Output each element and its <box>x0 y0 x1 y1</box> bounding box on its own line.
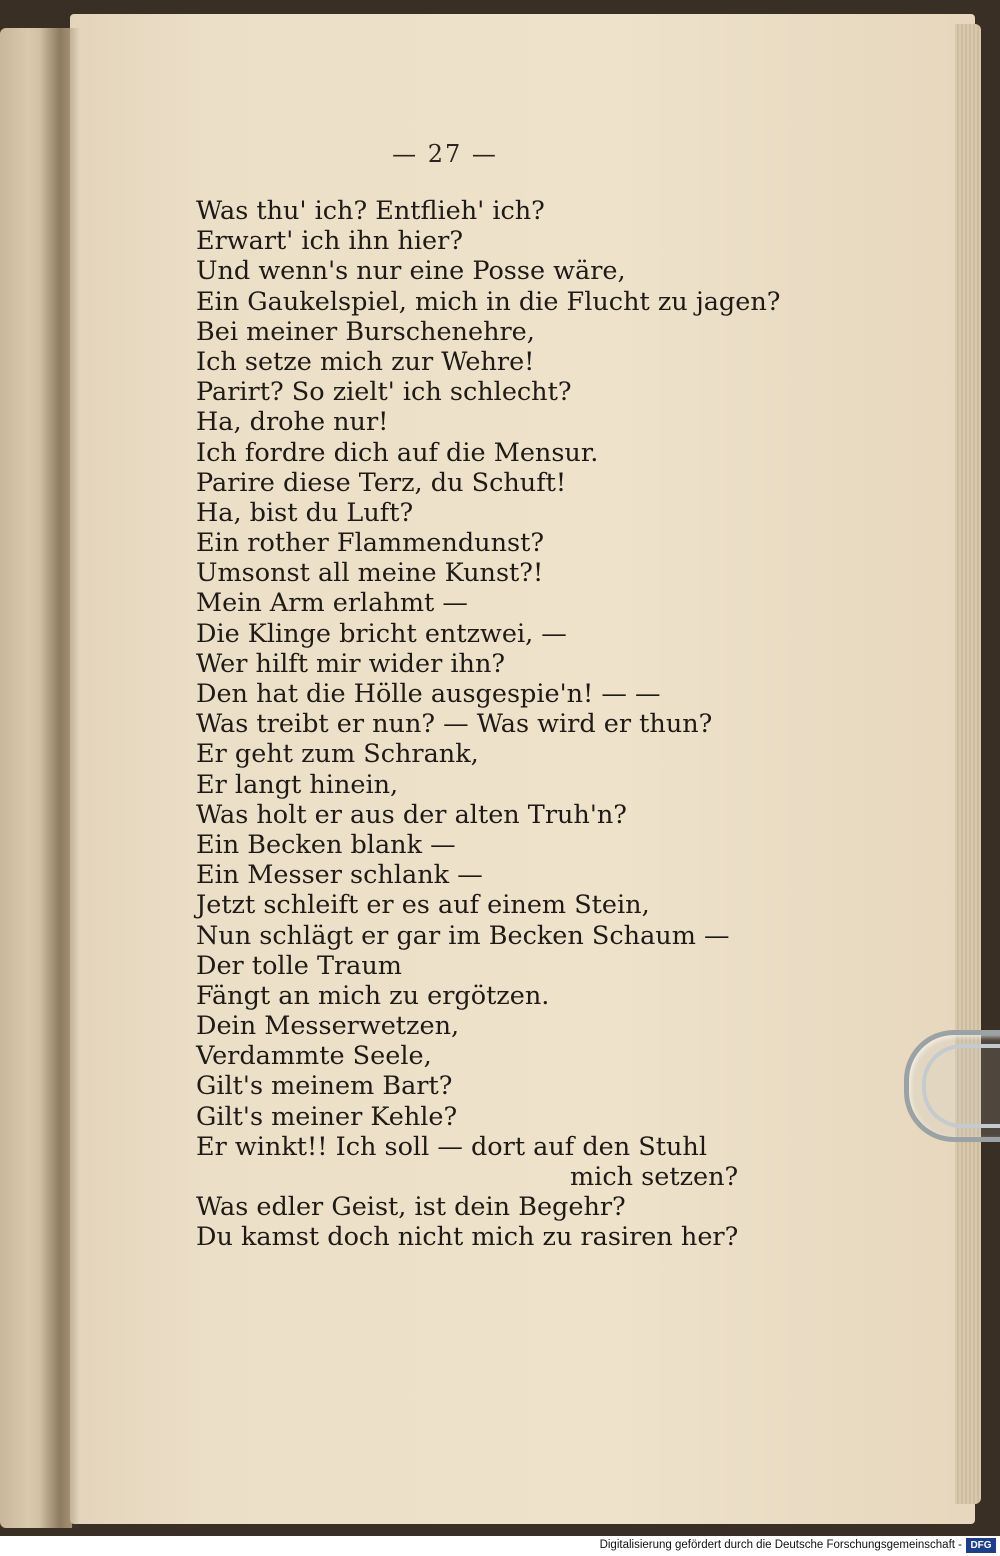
poem-line: Er geht zum Schrank, <box>196 739 479 770</box>
poem-line: Erwart' ich ihn hier? <box>196 226 463 257</box>
poem-line: Ha, bist du Luft? <box>196 497 414 528</box>
poem-line: Ein rother Flammendunst? <box>196 528 544 559</box>
poem-line: Ich setze mich zur Wehre! <box>196 346 535 377</box>
poem-line: Fängt an mich zu ergötzen. <box>196 980 550 1011</box>
poem-line: Ein Gaukelspiel, mich in die Flucht zu jagen? <box>196 286 781 317</box>
poem-line: Und wenn's nur eine Posse wäre, <box>196 256 626 287</box>
poem-line: Die Klinge bricht entzwei, — <box>196 618 567 649</box>
paper-clip-inner-loop <box>922 1044 1000 1128</box>
poem-line: Verdammte Seele, <box>196 1041 432 1072</box>
poem-line: Ein Becken blank — <box>196 829 456 860</box>
poem-line: Dein Messerwetzen, <box>196 1011 460 1042</box>
binding-gutter <box>40 28 80 1528</box>
poem-line: Wer hilft mir wider ihn? <box>196 648 506 679</box>
poem-line: Ich fordre dich auf die Mensur. <box>196 437 599 468</box>
poem-line: Gilt's meiner Kehle? <box>196 1101 458 1132</box>
page-stack-edge <box>955 24 981 1504</box>
poem-line: Gilt's meinem Bart? <box>196 1071 453 1102</box>
poem-line: Mein Arm erlahmt — <box>196 588 468 619</box>
poem-line: Was holt er aus der alten Truh'n? <box>196 799 627 830</box>
poem-line: Was treibt er nun? — Was wird er thun? <box>196 709 713 740</box>
poem-line: Er langt hinein, <box>196 769 399 800</box>
poem-line-continuation: mich setzen? <box>570 1162 739 1192</box>
footer-bar <box>0 1536 1000 1556</box>
poem-line: Bei meiner Burschenehre, <box>196 316 535 347</box>
page-number: — 27 — <box>392 140 498 168</box>
poem-text <box>196 196 816 1253</box>
poem-line: Jetzt schleift er es auf einem Stein, <box>196 890 650 921</box>
dfg-logo: DFG <box>966 1538 996 1553</box>
poem-line: Umsonst all meine Kunst?! <box>196 558 544 589</box>
poem-line: Du kamst doch nicht mich zu rasiren her? <box>196 1222 739 1253</box>
poem-line: Den hat die Hölle ausgespie'n! — — <box>196 679 661 709</box>
poem-line: Nun schlägt er gar im Becken Schaum — <box>196 920 730 951</box>
poem-line: Parire diese Terz, du Schuft! <box>196 467 567 498</box>
poem-line: Was edler Geist, ist dein Begehr? <box>196 1192 626 1223</box>
poem-line: Der tolle Traum <box>196 950 402 981</box>
funding-credit: Digitalisierung gefördert durch die Deutsche Forschungsgemeinschaft - <box>599 1539 962 1551</box>
poem-line: Ha, drohe nur! <box>196 407 389 438</box>
poem-line: Parirt? So zielt' ich schlecht? <box>196 377 572 408</box>
poem-line: Ein Messer schlank — <box>196 860 483 891</box>
poem-line: Was thu' ich? Entflieh' ich? <box>196 196 545 226</box>
poem-line: Er winkt!! Ich soll — dort auf den Stuhl <box>196 1131 708 1162</box>
